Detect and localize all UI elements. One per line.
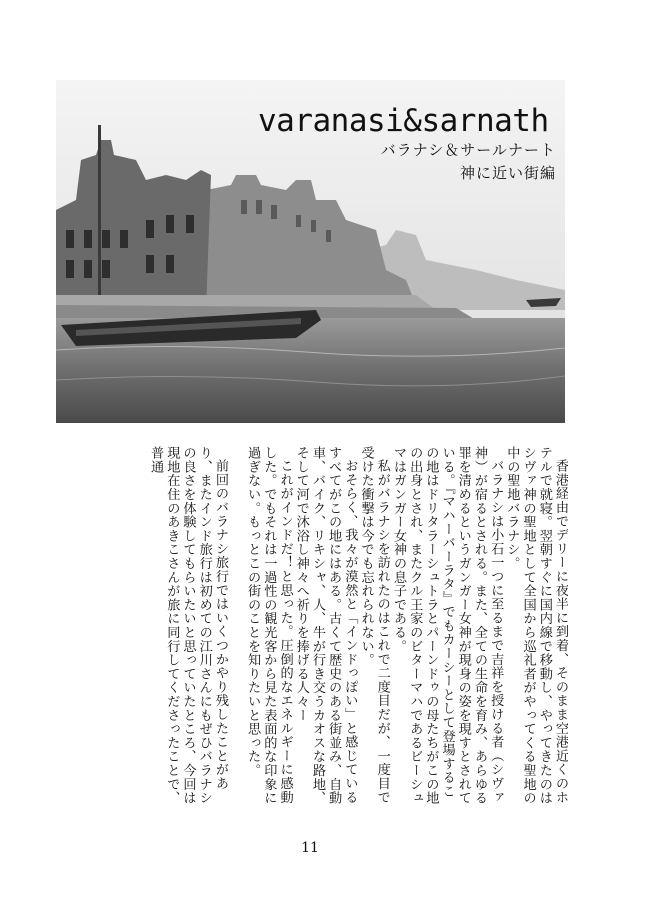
article-body bbox=[88, 446, 568, 806]
body-paragraph: これがインドだ！と思った。圧倒的なエネルギーに感動した。でもそれは一過性の観光客から見た表面的な印象に過ぎない。もっとこの街のことを知りたいと思った。 bbox=[245, 446, 293, 805]
body-paragraph: バラナシは小石一つに至るまで吉祥を授ける者（シヴァ神）が宿るとされる。また、全ての生命を育み、あらゆる罪を清めるというガンガー女神が現身の姿を現すとされている。『マハーバーラタ』でもカーシーとして登場するこの地はドリタラーシュトラとパーンドゥの母たちがこの地の出身とされ、またクル王家のビターマハであるビーシュマはガンガー女神の息子である。 bbox=[390, 446, 504, 805]
article-subtitle: バラナシ＆サールナート bbox=[380, 141, 556, 159]
page-number: 11 bbox=[301, 840, 319, 856]
article-title: varanasi&sarnath bbox=[258, 103, 549, 139]
article-subtitle-secondary: 神に近い街編 bbox=[459, 164, 556, 182]
body-paragraph: 前回のバラナシ旅行ではいくつかやり残したことがあり、またインド旅行は初めての江川さんにもぜひバラナシの良さを体験してもらいたいと思っていたところ、今回は現地在住のあきこさんが旅に同行してくださったことで、普通 bbox=[148, 446, 228, 805]
body-paragraph: 私がバラナシを訪れたのはこれで二度目だが、一度目で受けた衝撃は今でも忘れられない。 bbox=[358, 446, 390, 805]
body-paragraph: 香港経由でデリーに夜半に到着、そのまま空港近くのホテルで就寝。翌朝すぐに国内線で移動し、やってきたのはシヴァ神の聖地として全国から巡礼者がやってくる聖地の中の聖地バラナシ。 bbox=[504, 446, 568, 805]
body-paragraph: おそらく、我々が漠然と「インドっぽい」と感じているすべてがこの地にはある。古くて歴史のある街並み、自動車、バイク、リキシャ、人、牛が行き交うカオスな路地、そして河で沐浴し神々へ祈りを捧げる人々ー bbox=[293, 446, 358, 805]
